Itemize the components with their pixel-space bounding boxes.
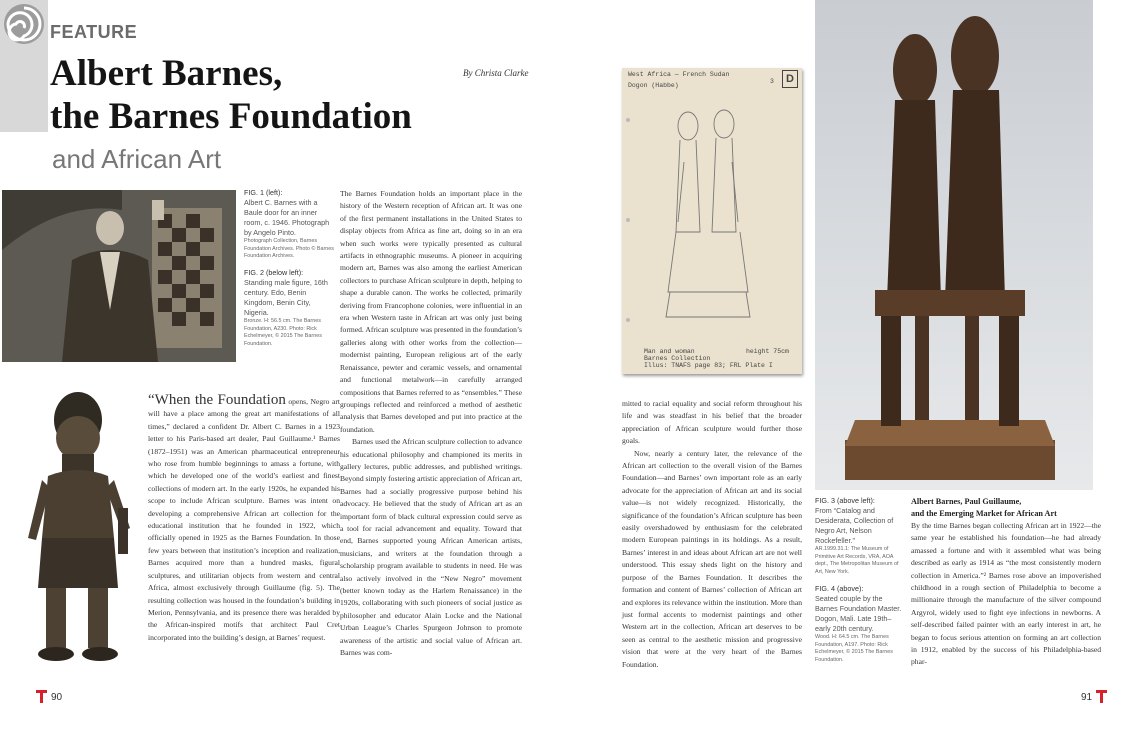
article-col1-text: opens, Negro art will have a place among the great art manifestations of all times,” declared a confident Dr. Albert C. Barnes in a 1923 letter to his Paris-based art dealer, Paul Guillaume.¹ Barnes (1872–1951) was an American pharmaceutical entrepreneur who rose from humble beginnings to amass a fortune, with which he developed one of the world’s earliest and finest collections of modern art. In the early 1920s, he expanded his scope to include African sculpture. Barnes was intent on developing a comprehensive African art collection for the educational institution that he founded in 1922, which officially opened in 1925 as the Barnes Foundation. In those few years between that institution’s inception and realization, Barnes acquired more than a hundred masks, figural sculptures, and utilitarian objects from western and central Africa, almost exclusively through Guillaume (fig. 5). The resulting collection was housed in the foundation’s building in Merion, Pennsylvania, and its presence there was heralded by the African-inspired motifs that architect Paul Cret incorporated into the building’s design, at Barnes’ request.	[148, 397, 340, 642]
left-folio-t-icon	[36, 690, 47, 703]
article-column-2	[340, 188, 522, 659]
page-number-left: 90	[51, 692, 63, 703]
fig1-caption-credit: Photograph Collection, Barnes Foundation Archives. Photo © Barnes Foundation Archives.	[244, 238, 334, 259]
fig1-photo-drawing	[2, 190, 236, 362]
card-sketch	[658, 102, 758, 342]
article-title	[50, 52, 412, 138]
article-col2-paragraph-2: Barnes used the African sculpture collection to advance his educational philosophy and championed its merits in gallery lectures, public addresses, and published writings. Beyond simply fostering artistic appreciation of African art, Barnes had a socially progressive purpose behind his advocacy. He believed that the study of African art as an important form of black cultural expression could serve as a tool for racial advancement and equality. Toward that end, Barnes supported young African American artists, musicians, and writers at the foundation through a scholarship program available to students in need. He was also actively involved in the “New Negro” movement (better known today as the Harlem Renaissance) in the 1920s, collaborating with such pioneers of social justice as philosopher and educator Alain Locke and the National Urban League’s Charles Spurgeon Johnson to promote awareness of the artistic and social value of African art. Barnes was com-	[340, 437, 522, 658]
byline: By Christa Clarke	[463, 68, 529, 78]
card-line-1: West Africa — French Sudan	[628, 71, 730, 78]
fig4-caption	[815, 584, 905, 664]
fig4-caption-credit: Wood. H: 64.5 cm. The Barnes Foundation, A197. Photo: Rick Echelmeyer, © 2015 The Barnes Foundation.	[815, 634, 893, 663]
fig4-photo-seated-couple	[815, 0, 1093, 490]
section-kicker: FEATURE	[50, 22, 138, 42]
article-col2-paragraph-1: The Barnes Foundation holds an important place in the history of the Western reception of African art. It was one of the first permanent installations in the United States to display objects from Africa as fine art, doing so in an era when such works were typically presented as cultural artifacts in ethnographic museums. A pioneer in acquiring modern art, Barnes was also among the earliest American collectors to purchase African sculpture in depth, helping to shape a durable canon. The works he collected, primarily deriving from Francophone colonies, were influential in an era when Western taste in African art was only just being formed. African sculpture was presented in the foundation’s galleries along with other works from the collection—modernist painting, European religious art of the early Renaissance, pewter and ceramic vessels, and ornamental and functional metalwork—in carefully arranged compositions that Barnes referred to as “ensembles.” These groupings reflected and reinforced a method of aesthetic analysis that Barnes developed and put into practice at the foundation.	[340, 189, 522, 434]
fig1-caption-label: FIG. 1 (left):	[244, 188, 283, 197]
fig3-caption-label: FIG. 3 (above left):	[815, 496, 875, 505]
fig3-catalog-card	[622, 68, 802, 374]
fig1-caption	[244, 188, 334, 261]
fig4-caption-label: FIG. 4 (above):	[815, 584, 864, 593]
section-heading	[911, 496, 1101, 520]
page-number-right: 91	[1081, 692, 1093, 703]
article-column-1	[148, 394, 340, 644]
fig3-caption-credit: AR.1999.31.1: The Museum of Primitive Art Records, VRA, AOA dept., The Metropolitan Museum of Art, New York.	[815, 546, 899, 575]
fig4-caption-text: Seated couple by the Barnes Foundation Master. Dogon, Mali. Late 19th–early 20th century.	[815, 594, 902, 633]
section-heading-line-1: Albert Barnes, Paul Guillaume,	[911, 497, 1022, 506]
fig4-photo-drawing	[815, 0, 1093, 490]
fig1-photo-barnes-with-door	[2, 190, 236, 362]
fig2-caption-text: Standing male figure, 16th century. Edo, Benin Kingdom, Benin City, Nigeria.	[244, 278, 328, 317]
article-dropcap-lead: “When the Foundation	[148, 392, 286, 408]
card-bottom-left: Man and woman Barnes Collection Illus: TNAFS page 83; FRL Plate I	[644, 348, 773, 369]
spiral-logo-icon	[2, 2, 46, 46]
title-line-1: Albert Barnes,	[50, 53, 283, 94]
fig1-caption-text: Albert C. Barnes with a Baule door for an inner room, c. 1946. Photograph by Angelo Pinto.	[244, 198, 330, 237]
fig3-caption	[815, 496, 905, 576]
article-subtitle: and African Art	[52, 144, 222, 174]
right-folio-t-icon	[1096, 690, 1107, 703]
fig2-caption-label: FIG. 2 (below left):	[244, 268, 304, 277]
article-col3-paragraph-2: Now, nearly a century later, the relevance of the African art collection to the overall vision of the Barnes Foundation—and Barnes’ own important role as an early advocate for the appreciation of African art and its social value—is not widely recognized. Historically, the significance of the foundation’s African sculpture has been easily overshadowed by enthusiasm for the celebrated modern European paintings in its holdings. As a result, Barnes’ interest in and ideas about African art are not well understood. This essay sheds light on the history and purpose of the Barnes Foundation. It describes the formation and content of Barnes’ collection of African art and explores its relevance within the institution. More than just formal accents to modernist paintings and other Western art in the collection, African art deserves to be seen as central to the aesthetic mission and progressive vision that were at the very heart of the Barnes Foundation.	[622, 448, 802, 669]
section-heading-line-2: and the Emerging Market for African Art	[911, 509, 1057, 518]
card-letter: D	[782, 70, 798, 88]
card-bottom-right: height 75cm	[746, 348, 789, 355]
fig3-caption-text: From “Catalog and Desiderata, Collection of Negro Art, Nelson Rockefeller.”	[815, 506, 894, 545]
fig2-caption-credit: Bronze. H: 56.5 cm. The Barnes Foundation, A230. Photo: Rick Echelmeyer, © 2015 The Barnes Foundation.	[244, 318, 322, 347]
fig2-caption	[244, 268, 334, 348]
article-col3-paragraph-1: mitted to racial equality and social reform throughout his life and was steadfast in his belief that the broader appreciation of African sculpture would further those goals.	[622, 399, 802, 446]
card-number: 3	[770, 78, 774, 85]
card-line-2: Dogon (Habbe)	[628, 82, 679, 89]
title-line-2: the Barnes Foundation	[50, 96, 412, 137]
article-column-4	[911, 496, 1101, 669]
fig2-benin-bronze-figure	[18, 388, 140, 670]
article-col4-text: By the time Barnes began collecting African art in 1922—the same year he established his foundation—he had already amassed a fortune and with it assembled what was being described as early as 1914 as “the most consistently modern collection in America.”² Barnes rose above an impoverished childhood in a rough section of Philadelphia to become a millionaire through the manufacture of the silver compound Argyrol, widely used to fight eye infections in newborns. A self-described failed painter with an early interest in art, he began to focus serious attention on forming an art collection in 1912, enabled by the success of his Philadelphia-based phar-	[911, 521, 1101, 667]
article-column-3	[622, 398, 802, 671]
